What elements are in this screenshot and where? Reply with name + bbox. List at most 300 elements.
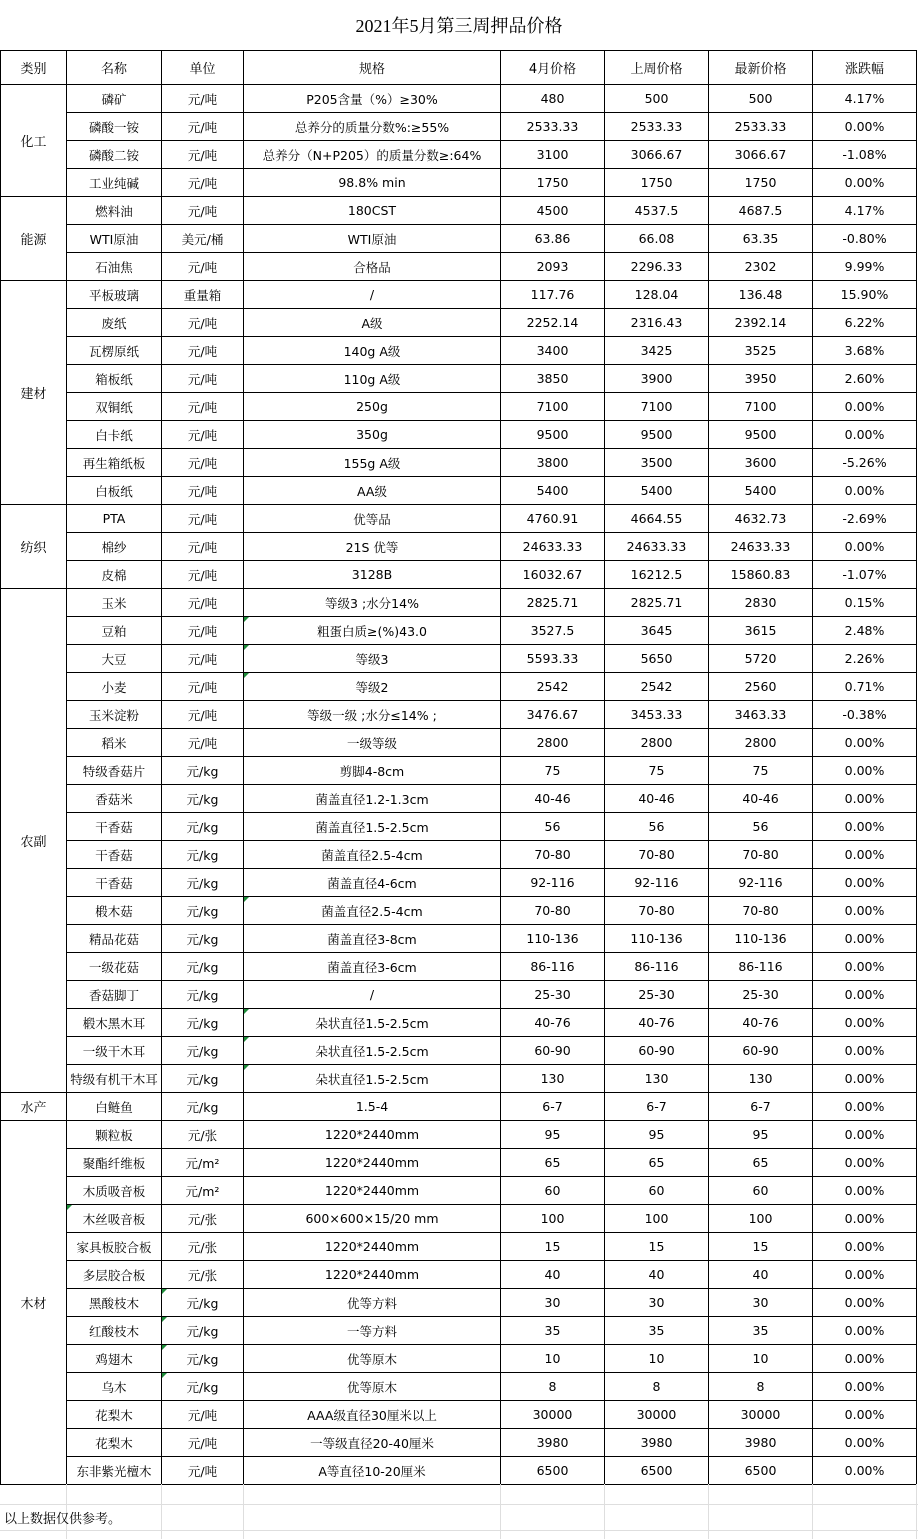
item-spec: 菌盖直径1.2-1.3cm bbox=[244, 785, 501, 813]
item-spec: 110g A级 bbox=[244, 365, 501, 393]
change-percent: -0.38% bbox=[813, 701, 917, 729]
item-unit: 元/吨 bbox=[162, 169, 244, 197]
category-cell: 建材 bbox=[1, 281, 67, 505]
change-percent: 0.00% bbox=[813, 1373, 917, 1401]
last-week-price: 70-80 bbox=[605, 897, 709, 925]
item-unit: 元/张 bbox=[162, 1205, 244, 1233]
change-percent: 2.60% bbox=[813, 365, 917, 393]
item-unit: 重量箱 bbox=[162, 281, 244, 309]
item-name: 皮棉 bbox=[67, 561, 162, 589]
latest-price: 15 bbox=[709, 1233, 813, 1261]
item-spec: 140g A级 bbox=[244, 337, 501, 365]
change-percent: 0.00% bbox=[813, 113, 917, 141]
table-row bbox=[1, 841, 917, 869]
item-spec: A级 bbox=[244, 309, 501, 337]
april-price: 60-90 bbox=[501, 1037, 605, 1065]
april-price: 2800 bbox=[501, 729, 605, 757]
latest-price: 6-7 bbox=[709, 1093, 813, 1121]
item-name: 特级香菇片 bbox=[67, 757, 162, 785]
item-spec: 等级2 bbox=[244, 673, 501, 701]
table-row bbox=[1, 1065, 917, 1093]
april-price: 3980 bbox=[501, 1429, 605, 1457]
item-name: 木质吸音板 bbox=[67, 1177, 162, 1205]
change-percent: 0.00% bbox=[813, 981, 917, 1009]
last-week-price: 128.04 bbox=[605, 281, 709, 309]
last-week-price: 3980 bbox=[605, 1429, 709, 1457]
april-price: 40-76 bbox=[501, 1009, 605, 1037]
latest-price: 6500 bbox=[709, 1457, 813, 1485]
latest-price-header: 最新价格 bbox=[709, 51, 813, 85]
item-spec: 3128B bbox=[244, 561, 501, 589]
april-price: 56 bbox=[501, 813, 605, 841]
item-name: 黑酸枝木 bbox=[67, 1289, 162, 1317]
last-week-price: 6-7 bbox=[605, 1093, 709, 1121]
item-spec: 等级3 bbox=[244, 645, 501, 673]
item-name: 聚酯纤维板 bbox=[67, 1149, 162, 1177]
item-name: 干香菇 bbox=[67, 813, 162, 841]
change-percent: 0.00% bbox=[813, 169, 917, 197]
change-percent: 3.68% bbox=[813, 337, 917, 365]
change-percent: 0.00% bbox=[813, 1317, 917, 1345]
latest-price: 40-76 bbox=[709, 1009, 813, 1037]
latest-price: 65 bbox=[709, 1149, 813, 1177]
change-percent: 0.00% bbox=[813, 953, 917, 981]
change-percent: 0.00% bbox=[813, 841, 917, 869]
table-row bbox=[1, 561, 917, 589]
april-price: 70-80 bbox=[501, 841, 605, 869]
table-row bbox=[1, 365, 917, 393]
april-price: 3800 bbox=[501, 449, 605, 477]
item-name: 工业纯碱 bbox=[67, 169, 162, 197]
april-price: 110-136 bbox=[501, 925, 605, 953]
latest-price: 70-80 bbox=[709, 897, 813, 925]
latest-price: 75 bbox=[709, 757, 813, 785]
change-percent: 9.99% bbox=[813, 253, 917, 281]
item-unit: 元/吨 bbox=[162, 533, 244, 561]
last-week-price: 2542 bbox=[605, 673, 709, 701]
item-spec: / bbox=[244, 281, 501, 309]
table-row bbox=[1, 925, 917, 953]
april-price: 4500 bbox=[501, 197, 605, 225]
table-row bbox=[1, 337, 917, 365]
latest-price: 100 bbox=[709, 1205, 813, 1233]
latest-price: 7100 bbox=[709, 393, 813, 421]
latest-price: 24633.33 bbox=[709, 533, 813, 561]
april-price: 3100 bbox=[501, 141, 605, 169]
change-percent: 4.17% bbox=[813, 197, 917, 225]
item-spec: 一级等级 bbox=[244, 729, 501, 757]
latest-price: 1750 bbox=[709, 169, 813, 197]
latest-price: 2533.33 bbox=[709, 113, 813, 141]
item-name: 燃料油 bbox=[67, 197, 162, 225]
item-unit: 元/张 bbox=[162, 1121, 244, 1149]
change-percent: 0.15% bbox=[813, 589, 917, 617]
item-name: 大豆 bbox=[67, 645, 162, 673]
item-spec: 总养分（N+P205）的质量分数≥:64% bbox=[244, 141, 501, 169]
item-name: 石油焦 bbox=[67, 253, 162, 281]
latest-price: 2830 bbox=[709, 589, 813, 617]
last-week-price: 2533.33 bbox=[605, 113, 709, 141]
latest-price: 3525 bbox=[709, 337, 813, 365]
latest-price: 2800 bbox=[709, 729, 813, 757]
table-row bbox=[1, 869, 917, 897]
change-percent: 0.00% bbox=[813, 533, 917, 561]
april-price: 6500 bbox=[501, 1457, 605, 1485]
april-price: 15 bbox=[501, 1233, 605, 1261]
change-percent: 0.00% bbox=[813, 1009, 917, 1037]
table-row bbox=[1, 1093, 917, 1121]
change-percent: 4.17% bbox=[813, 85, 917, 113]
item-name: 磷酸一铵 bbox=[67, 113, 162, 141]
last-week-price: 4664.55 bbox=[605, 505, 709, 533]
last-week-price: 70-80 bbox=[605, 841, 709, 869]
item-spec: 98.8% min bbox=[244, 169, 501, 197]
last-week-price: 100 bbox=[605, 1205, 709, 1233]
april-price: 7100 bbox=[501, 393, 605, 421]
april-price: 4760.91 bbox=[501, 505, 605, 533]
item-name: PTA bbox=[67, 505, 162, 533]
april-price: 2093 bbox=[501, 253, 605, 281]
change-percent: 0.00% bbox=[813, 1261, 917, 1289]
item-name: 豆粕 bbox=[67, 617, 162, 645]
last-week-price: 16212.5 bbox=[605, 561, 709, 589]
item-spec: A等直径10-20厘米 bbox=[244, 1457, 501, 1485]
item-unit: 元/吨 bbox=[162, 673, 244, 701]
item-spec: 朵状直径1.5-2.5cm bbox=[244, 1065, 501, 1093]
latest-price: 2392.14 bbox=[709, 309, 813, 337]
april-price-header: 4月价格 bbox=[501, 51, 605, 85]
last-week-price: 60 bbox=[605, 1177, 709, 1205]
item-spec: 一等级直径20-40厘米 bbox=[244, 1429, 501, 1457]
item-unit: 元/吨 bbox=[162, 421, 244, 449]
last-week-price: 30 bbox=[605, 1289, 709, 1317]
item-name: 红酸枝木 bbox=[67, 1317, 162, 1345]
change-percent: 0.00% bbox=[813, 1429, 917, 1457]
last-week-price: 3066.67 bbox=[605, 141, 709, 169]
last-week-price: 3425 bbox=[605, 337, 709, 365]
change-percent: 0.00% bbox=[813, 1177, 917, 1205]
table-row bbox=[1, 729, 917, 757]
item-unit: 元/kg bbox=[162, 1317, 244, 1345]
change-percent: -0.80% bbox=[813, 225, 917, 253]
april-price: 35 bbox=[501, 1317, 605, 1345]
last-week-price: 7100 bbox=[605, 393, 709, 421]
last-week-price: 24633.33 bbox=[605, 533, 709, 561]
last-week-price: 65 bbox=[605, 1149, 709, 1177]
last-week-price: 15 bbox=[605, 1233, 709, 1261]
item-name: 精品花菇 bbox=[67, 925, 162, 953]
last-week-price: 110-136 bbox=[605, 925, 709, 953]
item-spec: 优等原木 bbox=[244, 1345, 501, 1373]
item-unit: 元/吨 bbox=[162, 449, 244, 477]
item-name: 白鲢鱼 bbox=[67, 1093, 162, 1121]
last-week-price: 3500 bbox=[605, 449, 709, 477]
last-week-price-header: 上周价格 bbox=[605, 51, 709, 85]
item-unit: 元/吨 bbox=[162, 1429, 244, 1457]
item-name: 干香菇 bbox=[67, 841, 162, 869]
item-name: 废纸 bbox=[67, 309, 162, 337]
item-unit: 元/吨 bbox=[162, 617, 244, 645]
latest-price: 63.35 bbox=[709, 225, 813, 253]
table-row bbox=[1, 1009, 917, 1037]
april-price: 95 bbox=[501, 1121, 605, 1149]
change-percent: 0.00% bbox=[813, 1289, 917, 1317]
table-row bbox=[1, 1289, 917, 1317]
item-unit: 元/吨 bbox=[162, 505, 244, 533]
item-spec: 优等品 bbox=[244, 505, 501, 533]
april-price: 2533.33 bbox=[501, 113, 605, 141]
item-unit: 元/kg bbox=[162, 813, 244, 841]
latest-price: 60-90 bbox=[709, 1037, 813, 1065]
april-price: 16032.67 bbox=[501, 561, 605, 589]
item-spec: 合格品 bbox=[244, 253, 501, 281]
table-row bbox=[1, 1401, 917, 1429]
change-percent: 6.22% bbox=[813, 309, 917, 337]
change-percent: 0.00% bbox=[813, 1065, 917, 1093]
item-spec: / bbox=[244, 981, 501, 1009]
item-spec: 菌盖直径4-6cm bbox=[244, 869, 501, 897]
april-price: 9500 bbox=[501, 421, 605, 449]
table-row bbox=[1, 757, 917, 785]
table-row bbox=[1, 785, 917, 813]
item-unit: 元/吨 bbox=[162, 393, 244, 421]
item-unit: 元/kg bbox=[162, 841, 244, 869]
change-percent: 0.00% bbox=[813, 393, 917, 421]
april-price: 92-116 bbox=[501, 869, 605, 897]
item-spec: 优等方料 bbox=[244, 1289, 501, 1317]
category-cell: 纺织 bbox=[1, 505, 67, 589]
latest-price: 25-30 bbox=[709, 981, 813, 1009]
change-percent: -5.26% bbox=[813, 449, 917, 477]
item-unit: 元/kg bbox=[162, 981, 244, 1009]
change-percent: 0.00% bbox=[813, 897, 917, 925]
item-unit: 元/m² bbox=[162, 1149, 244, 1177]
last-week-price: 60-90 bbox=[605, 1037, 709, 1065]
table-row bbox=[1, 477, 917, 505]
item-unit: 元/kg bbox=[162, 953, 244, 981]
table-row bbox=[1, 141, 917, 169]
april-price: 30000 bbox=[501, 1401, 605, 1429]
item-unit: 元/吨 bbox=[162, 589, 244, 617]
change-percent: 15.90% bbox=[813, 281, 917, 309]
latest-price: 86-116 bbox=[709, 953, 813, 981]
last-week-price: 35 bbox=[605, 1317, 709, 1345]
table-row bbox=[1, 1149, 917, 1177]
latest-price: 4687.5 bbox=[709, 197, 813, 225]
last-week-price: 2800 bbox=[605, 729, 709, 757]
last-week-price: 1750 bbox=[605, 169, 709, 197]
latest-price: 35 bbox=[709, 1317, 813, 1345]
item-spec: 菌盖直径1.5-2.5cm bbox=[244, 813, 501, 841]
last-week-price: 8 bbox=[605, 1373, 709, 1401]
item-spec: 菌盖直径3-8cm bbox=[244, 925, 501, 953]
item-unit: 元/kg bbox=[162, 1345, 244, 1373]
change-percent: 0.00% bbox=[813, 1121, 917, 1149]
item-unit: 元/张 bbox=[162, 1261, 244, 1289]
table-row bbox=[1, 197, 917, 225]
item-name: 香菇米 bbox=[67, 785, 162, 813]
table-row bbox=[1, 533, 917, 561]
item-unit: 元/kg bbox=[162, 1009, 244, 1037]
table-row bbox=[1, 113, 917, 141]
item-spec: 1220*2440mm bbox=[244, 1261, 501, 1289]
item-name: 平板玻璃 bbox=[67, 281, 162, 309]
april-price: 3527.5 bbox=[501, 617, 605, 645]
latest-price: 2302 bbox=[709, 253, 813, 281]
change-percent: 0.00% bbox=[813, 785, 917, 813]
last-week-price: 40-76 bbox=[605, 1009, 709, 1037]
change-percent: 0.00% bbox=[813, 729, 917, 757]
table-row bbox=[1, 1373, 917, 1401]
item-spec: 菌盖直径2.5-4cm bbox=[244, 841, 501, 869]
name-header: 名称 bbox=[67, 51, 162, 85]
header-row bbox=[1, 51, 917, 85]
last-week-price: 4537.5 bbox=[605, 197, 709, 225]
table-row bbox=[1, 253, 917, 281]
item-name: 磷酸二铵 bbox=[67, 141, 162, 169]
item-unit: 元/吨 bbox=[162, 309, 244, 337]
table-row bbox=[1, 225, 917, 253]
item-spec: AA级 bbox=[244, 477, 501, 505]
april-price: 5400 bbox=[501, 477, 605, 505]
change-percent: 0.00% bbox=[813, 925, 917, 953]
last-week-price: 10 bbox=[605, 1345, 709, 1373]
item-name: 颗粒板 bbox=[67, 1121, 162, 1149]
latest-price: 60 bbox=[709, 1177, 813, 1205]
last-week-price: 2825.71 bbox=[605, 589, 709, 617]
price-table bbox=[0, 50, 917, 1485]
april-price: 2825.71 bbox=[501, 589, 605, 617]
last-week-price: 40-46 bbox=[605, 785, 709, 813]
change-percent: -2.69% bbox=[813, 505, 917, 533]
april-price: 3400 bbox=[501, 337, 605, 365]
item-name: 双铜纸 bbox=[67, 393, 162, 421]
item-name: 东非紫光檀木 bbox=[67, 1457, 162, 1485]
table-row bbox=[1, 1177, 917, 1205]
last-week-price: 6500 bbox=[605, 1457, 709, 1485]
april-price: 5593.33 bbox=[501, 645, 605, 673]
april-price: 40 bbox=[501, 1261, 605, 1289]
item-unit: 元/吨 bbox=[162, 365, 244, 393]
april-price: 117.76 bbox=[501, 281, 605, 309]
april-price: 480 bbox=[501, 85, 605, 113]
last-week-price: 40 bbox=[605, 1261, 709, 1289]
item-spec: 剪脚4-8cm bbox=[244, 757, 501, 785]
table-row bbox=[1, 1457, 917, 1485]
item-name: 白板纸 bbox=[67, 477, 162, 505]
item-name: 一级干木耳 bbox=[67, 1037, 162, 1065]
april-price: 6-7 bbox=[501, 1093, 605, 1121]
item-name: 小麦 bbox=[67, 673, 162, 701]
change-percent: 0.00% bbox=[813, 1205, 917, 1233]
last-week-price: 9500 bbox=[605, 421, 709, 449]
table-row bbox=[1, 1233, 917, 1261]
change-percent: -1.07% bbox=[813, 561, 917, 589]
item-name: 椴木菇 bbox=[67, 897, 162, 925]
item-name: 鸡翅木 bbox=[67, 1345, 162, 1373]
april-price: 75 bbox=[501, 757, 605, 785]
change-header: 涨跌幅 bbox=[813, 51, 917, 85]
item-name: 稻米 bbox=[67, 729, 162, 757]
table-row bbox=[1, 1121, 917, 1149]
item-unit: 元/kg bbox=[162, 1373, 244, 1401]
april-price: 3850 bbox=[501, 365, 605, 393]
april-price: 2542 bbox=[501, 673, 605, 701]
change-percent: 0.00% bbox=[813, 1401, 917, 1429]
item-spec: 21S 优等 bbox=[244, 533, 501, 561]
change-percent: 0.00% bbox=[813, 1037, 917, 1065]
last-week-price: 30000 bbox=[605, 1401, 709, 1429]
april-price: 24633.33 bbox=[501, 533, 605, 561]
item-unit: 元/m² bbox=[162, 1177, 244, 1205]
change-percent: 0.00% bbox=[813, 1457, 917, 1485]
last-week-price: 92-116 bbox=[605, 869, 709, 897]
table-row bbox=[1, 309, 917, 337]
last-week-price: 66.08 bbox=[605, 225, 709, 253]
item-unit: 美元/桶 bbox=[162, 225, 244, 253]
item-unit: 元/吨 bbox=[162, 1401, 244, 1429]
change-percent: 0.00% bbox=[813, 869, 917, 897]
last-week-price: 56 bbox=[605, 813, 709, 841]
item-unit: 元/kg bbox=[162, 925, 244, 953]
item-unit: 元/kg bbox=[162, 785, 244, 813]
item-name: 香菇脚丁 bbox=[67, 981, 162, 1009]
change-percent: 0.00% bbox=[813, 477, 917, 505]
item-name: 瓦楞原纸 bbox=[67, 337, 162, 365]
last-week-price: 3900 bbox=[605, 365, 709, 393]
item-unit: 元/吨 bbox=[162, 1457, 244, 1485]
table-row bbox=[1, 1345, 917, 1373]
table-row bbox=[1, 813, 917, 841]
change-percent: 0.00% bbox=[813, 421, 917, 449]
category-cell: 化工 bbox=[1, 85, 67, 197]
table-row bbox=[1, 1205, 917, 1233]
footnote: 以上数据仅供参考。 bbox=[4, 1511, 122, 1527]
change-percent: 2.48% bbox=[813, 617, 917, 645]
item-name: 木丝吸音板 bbox=[67, 1205, 162, 1233]
table-row bbox=[1, 645, 917, 673]
last-week-price: 5400 bbox=[605, 477, 709, 505]
item-spec: 菌盖直径3-6cm bbox=[244, 953, 501, 981]
item-name: 花梨木 bbox=[67, 1429, 162, 1457]
item-spec: 180CST bbox=[244, 197, 501, 225]
item-spec: 朵状直径1.5-2.5cm bbox=[244, 1009, 501, 1037]
april-price: 1750 bbox=[501, 169, 605, 197]
item-spec: 一等方料 bbox=[244, 1317, 501, 1345]
item-unit: 元/kg bbox=[162, 897, 244, 925]
item-name: 玉米 bbox=[67, 589, 162, 617]
last-week-price: 2316.43 bbox=[605, 309, 709, 337]
table-row bbox=[1, 421, 917, 449]
april-price: 40-46 bbox=[501, 785, 605, 813]
latest-price: 2560 bbox=[709, 673, 813, 701]
latest-price: 30000 bbox=[709, 1401, 813, 1429]
item-unit: 元/吨 bbox=[162, 645, 244, 673]
category-cell: 能源 bbox=[1, 197, 67, 281]
table-row bbox=[1, 617, 917, 645]
table-row bbox=[1, 953, 917, 981]
latest-price: 3066.67 bbox=[709, 141, 813, 169]
item-spec: 600×600×15/20 mm bbox=[244, 1205, 501, 1233]
last-week-price: 3453.33 bbox=[605, 701, 709, 729]
change-percent: 0.00% bbox=[813, 1233, 917, 1261]
item-name: 花梨木 bbox=[67, 1401, 162, 1429]
item-name: 再生箱纸板 bbox=[67, 449, 162, 477]
latest-price: 130 bbox=[709, 1065, 813, 1093]
table-row bbox=[1, 1261, 917, 1289]
last-week-price: 3645 bbox=[605, 617, 709, 645]
last-week-price: 75 bbox=[605, 757, 709, 785]
